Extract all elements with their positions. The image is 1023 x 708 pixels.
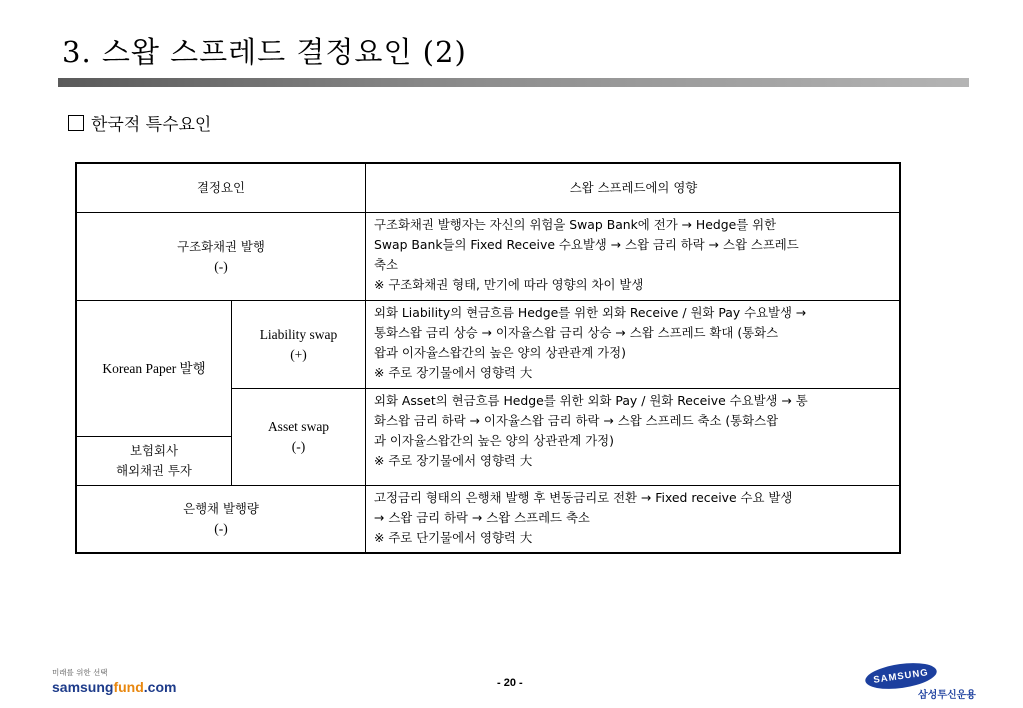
section-heading <box>68 110 211 135</box>
effect-note: ※ 주로 단기물에서 영향력 大 <box>374 530 533 545</box>
header-factor <box>77 164 366 213</box>
site-part-3: .com <box>143 679 177 695</box>
subfactor-sign: (+) <box>290 346 307 362</box>
footer-tagline: 미래를 위한 선택 <box>52 668 108 677</box>
subfactor-liability-swap <box>232 301 366 389</box>
effect-line: 고정금리 형태의 은행채 발행 후 변동금리로 전환 → Fixed receive 수요 발생 <box>374 490 793 505</box>
determinants-table <box>75 162 901 554</box>
factor-insurance <box>77 437 232 486</box>
factor-label: 보험회사 <box>130 443 178 458</box>
effect-line: 화스왑 금리 하락 → 이자율스왑 금리 하락 → 스왑 스프레드 축소 (통화스왑 <box>374 413 779 428</box>
subfactor-label: Liability swap <box>259 326 338 342</box>
factor-label: 은행채 발행량 <box>183 501 259 516</box>
effect-line: 외화 Asset의 현금흐름 Hedge를 위한 외화 Pay / 원화 Receive 수요발생 → 통 <box>374 393 808 408</box>
effect-line: 축소 <box>374 257 398 272</box>
effect-line: → 스왑 금리 하락 → 스왑 스프레드 축소 <box>374 510 590 525</box>
subfactor-label: Asset swap <box>267 419 330 434</box>
effect-line: 구조화채권 발행자는 자신의 위험을 Swap Bank에 전가 → Hedge를 위한 <box>374 217 777 232</box>
logo-subtitle: 삼성투신운용 <box>918 690 976 701</box>
title-divider-bar <box>58 78 969 87</box>
factor-korean-paper <box>77 301 232 437</box>
subfactor-sign: (-) <box>291 439 306 454</box>
site-part-2: fund <box>113 679 144 695</box>
effect-note: ※ 주로 장기물에서 영향력 大 <box>374 365 533 380</box>
factor-bank-bonds <box>77 486 366 552</box>
effect-structured-bonds <box>366 213 901 301</box>
footer-website-link[interactable] <box>52 679 176 695</box>
page-number: - 20 - <box>497 677 523 689</box>
header-effect-label: 스왑 스프레드에의 영향 <box>569 180 698 195</box>
factor-sign: (-) <box>214 521 228 536</box>
effect-line: Swap Bank들의 Fixed Receive 수요발생 → 스왑 금리 하락 → 스왑 스프레드 <box>374 237 799 252</box>
effect-note: ※ 주로 장기물에서 영향력 大 <box>374 453 533 468</box>
effect-line: 통화스왑 금리 상승 → 이자율스왑 금리 상승 → 스왑 스프레드 확대 (통화스 <box>374 325 779 340</box>
factor-label-2: 해외채권 투자 <box>116 463 192 478</box>
effect-note: ※ 구조화채권 형태, 만기에 따라 영향의 차이 발생 <box>374 277 644 292</box>
factor-label: Korean Paper 발행 <box>102 360 206 376</box>
samsung-logo <box>862 660 976 708</box>
effect-bank-bonds <box>366 486 901 552</box>
header-factor-label: 결정요인 <box>197 180 245 195</box>
site-part-1: samsung <box>52 679 114 695</box>
factor-sign: (-) <box>214 258 228 274</box>
subfactor-asset-swap <box>232 389 366 486</box>
header-effect <box>366 164 901 213</box>
logo-wordmark: SAMSUNG <box>872 666 930 686</box>
section-label: 한국적 특수요인 <box>91 115 212 135</box>
effect-asset-swap <box>366 389 901 486</box>
effect-liability-swap <box>366 301 901 389</box>
effect-line: 외화 Liability의 현금흐름 Hedge를 위한 외화 Receive / 원화 Pay 수요발생 → <box>374 305 807 320</box>
factor-structured-bonds <box>77 213 366 301</box>
factor-label: 구조화채권 발행 <box>177 238 265 254</box>
slide-title: 3. 스왑 스프레드 결정요인 (2) <box>62 35 467 69</box>
checkbox-icon <box>68 115 84 131</box>
effect-line: 과 이자율스왑간의 높은 양의 상관관계 가정) <box>374 433 614 448</box>
effect-line: 왑과 이자율스왑간의 높은 양의 상관관계 가정) <box>374 345 626 360</box>
